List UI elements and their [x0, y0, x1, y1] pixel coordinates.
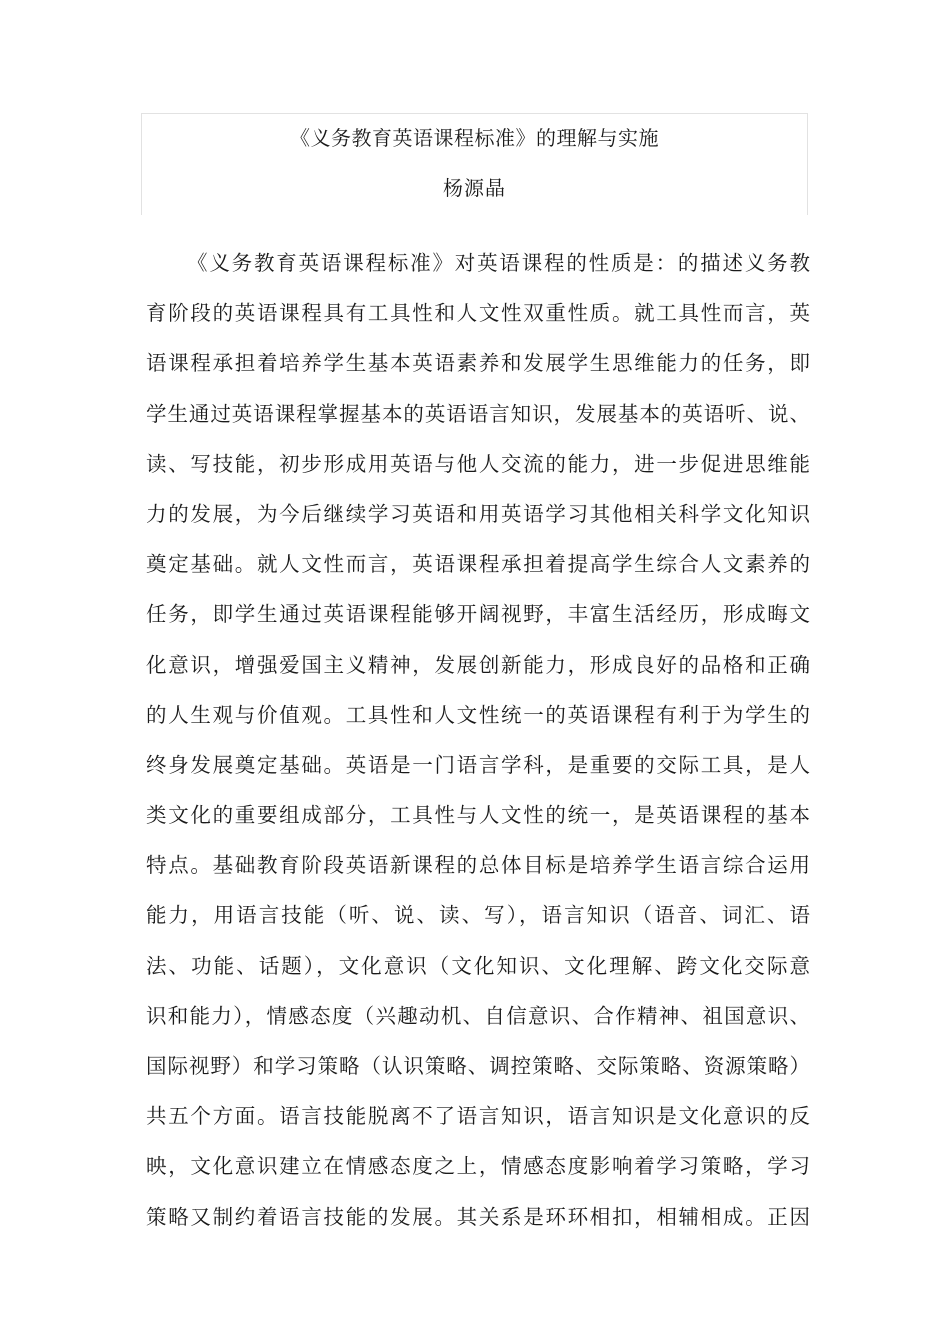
paragraph-line: 育阶段的英语课程具有工具性和人文性双重性质。就工具性而言，英 [146, 301, 810, 326]
paragraph-line: 映，文化意识建立在情感态度之上，情感态度影响着学习策略，学习 [146, 1154, 810, 1179]
paragraph-line: 识和能力），情感态度（兴趣动机、自信意识、合作精神、祖国意识、 [146, 1003, 810, 1028]
paragraph-line: 国际视野）和学习策略（认识策略、调控策略、交际策略、资源策略） [146, 1054, 810, 1078]
paragraph-line: 读、写技能，初步形成用英语与他人交流的能力，进一步促进思维能 [146, 451, 810, 476]
document-author: 杨源晶 [443, 176, 506, 200]
paragraph-line: 语课程承担着培养学生基本英语素养和发展学生思维能力的任务，即 [146, 351, 810, 376]
paragraph-line: 能力，用语言技能（听、说、读、写），语言知识（语音、词汇、语 [146, 903, 810, 928]
paragraph-line: 力的发展，为今后继续学习英语和用英语学习其他相关科学文化知识 [146, 501, 810, 526]
paragraph-line: 策略又制约着语言技能的发展。其关系是环环相扣，相辅相成。正因 [146, 1204, 810, 1229]
title-block [141, 113, 808, 215]
paragraph-line: 共五个方面。语言技能脱离不了语言知识，语言知识是文化意识的反 [146, 1104, 810, 1129]
paragraph-line: 类文化的重要组成部分，工具性与人文性的统一，是英语课程的基本 [146, 803, 810, 828]
paragraph-line: 终身发展奠定基础。英语是一门语言学科，是重要的交际工具，是人 [146, 752, 810, 777]
paragraph-line: 化意识，增强爱国主义精神，发展创新能力，形成良好的品格和正确 [146, 652, 810, 677]
body-paragraph [146, 238, 810, 1242]
paragraph-line: 《义务教育英语课程标准》对英语课程的性质是：的描述义务教 [187, 251, 810, 275]
paragraph-line: 的人生观与价值观。工具性和人文性统一的英语课程有利于为学生的 [146, 702, 810, 727]
paragraph-line: 学生通过英语课程掌握基本的英语语言知识，发展基本的英语听、说、 [146, 401, 810, 426]
paragraph-line: 法、功能、话题），文化意识（文化知识、文化理解、跨文化交际意 [146, 953, 810, 978]
paragraph-line: 任务，即学生通过英语课程能够开阔视野，丰富生活经历，形成晦文 [146, 602, 810, 627]
paragraph-line: 特点。基础教育阶段英语新课程的总体目标是培养学生语言综合运用 [146, 853, 810, 878]
document-title: 《义务教育英语课程标准》的理解与实施 [290, 126, 659, 150]
paragraph-line: 奠定基础。就人文性而言，英语课程承担着提高学生综合人文素养的 [146, 552, 810, 577]
